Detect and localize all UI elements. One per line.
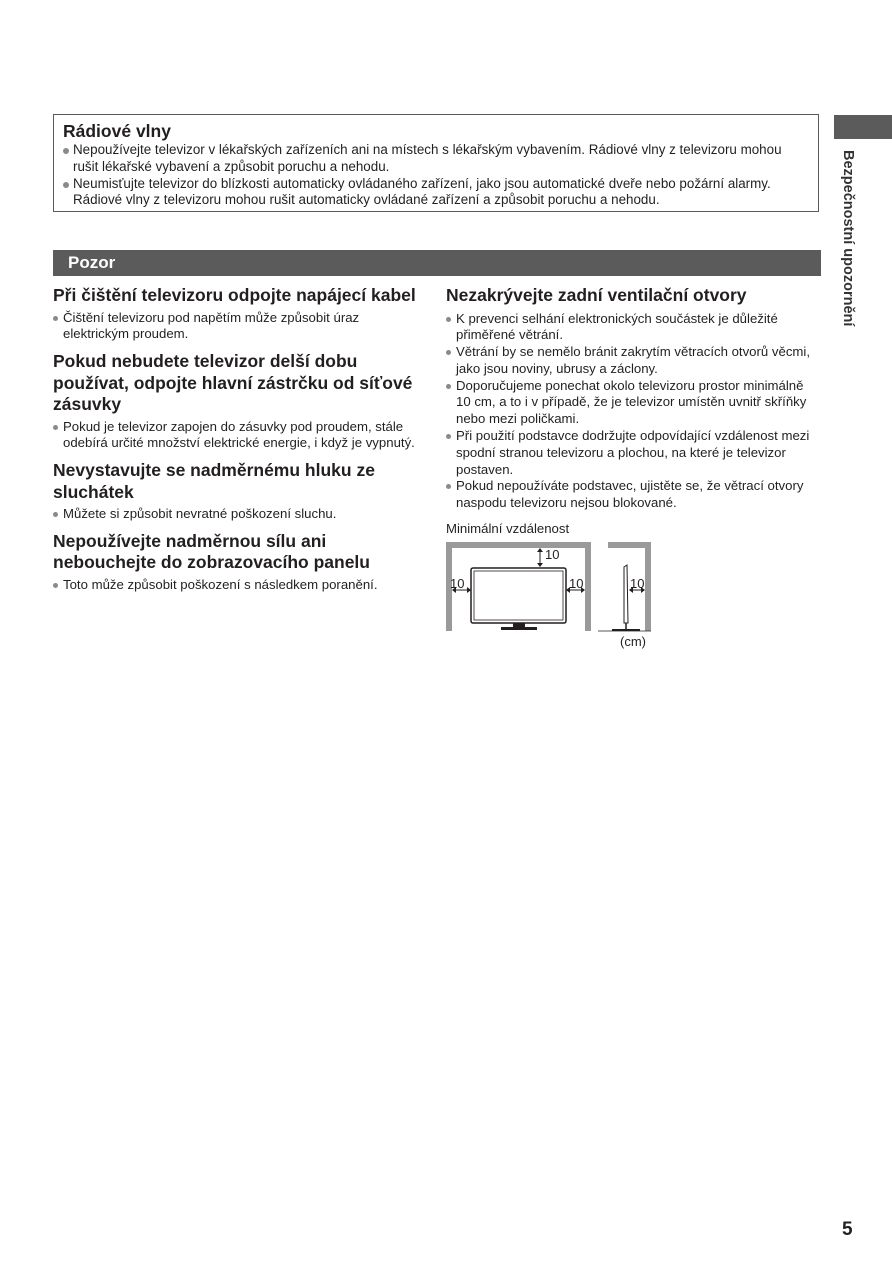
caution-header: Pozor [53, 250, 821, 276]
diagram-label: Minimální vzdálenost [446, 521, 570, 536]
caution-section [53, 531, 418, 594]
top-clearance-value: 10 [545, 547, 560, 562]
caution-section [53, 351, 418, 452]
section-bullet: Doporučujeme ponechat okolo televizoru prostor minimálně 10 cm, a to i v případě, že je televizor umístěn uvnitř skříňky nebo mezi poličkami. [446, 378, 821, 428]
section-tab-marker [834, 115, 892, 139]
section-heading: Nevystavujte se nadměrnému hluku ze sluchátek [53, 460, 375, 502]
section-heading: Nezakrývejte zadní ventilační otvory [446, 285, 747, 305]
caution-section [53, 285, 418, 343]
section-heading: Při čištění televizoru odpojte napájecí kabel [53, 285, 416, 305]
page-number: 5 [842, 1219, 853, 1240]
radio-waves-box [53, 114, 819, 212]
left-clearance-value: 10 [450, 576, 465, 591]
tv-side-profile [624, 565, 628, 623]
unit-label: (cm) [620, 634, 646, 649]
tv-stand-neck [513, 623, 525, 627]
section-bullet: Pokud je televizor zapojen do zásuvky pod proudem, stále odebírá určité množství elektrické energie, i když je vypnutý. [53, 419, 418, 453]
side-view [598, 542, 651, 631]
tv-screen [474, 571, 563, 620]
side-section-label: Bezpečnostní upozornění [840, 150, 856, 327]
shelf-top [608, 542, 651, 548]
radio-bullet: Nepoužívejte televizor v lékařských zařízeních ani na místech s lékařským vybavením. Rádiové vlny z televizoru mohou rušit lékařské vybavení a způsobit poruchu a nehodu. [63, 142, 808, 176]
radio-bullet: Neumisťujte televizor do blízkosti automaticky ovládaného zařízení, jako jsou automatické dveře nebo požární alarmy. Rádiové vlny z televizoru mohou rušit automaticky ovládané zařízení a způsobit poruchu a nehodu. [63, 176, 808, 210]
wall [645, 542, 651, 631]
section-bullet: Pokud nepoužíváte podstavec, ujistěte se, že větrací otvory naspodu televizoru nejsou blokované. [446, 478, 821, 512]
left-column [53, 285, 418, 602]
side-clearance-value: 10 [630, 576, 645, 591]
tv-stand-base [501, 627, 537, 630]
front-view [446, 542, 591, 631]
section-heading: Nepoužívejte nadměrnou sílu ani nebouchejte do zobrazovacího panelu [53, 530, 370, 573]
section-bullet: Při použití podstavce dodržujte odpovídající vzdálenost mezi spodní stranou televizoru a plochou, na které je televizor postaven. [446, 428, 821, 478]
right-column [446, 285, 821, 512]
caution-section [53, 460, 418, 523]
section-bullet: K prevenci selhání elektronických součástek je důležité přiměřené větrání. [446, 311, 821, 345]
section-bullet: Větrání by se nemělo bránit zakrytím větracích otvorů věcmi, jako jsou noviny, ubrusy a záclony. [446, 344, 821, 378]
section-heading: Pokud nebudete televizor delší dobu používat, odpojte hlavní zástrčku od síťové zásuvky [53, 351, 413, 415]
section-bullet: Můžete si způsobit nevratné poškození sluchu. [53, 506, 418, 523]
section-bullet: Čištění televizoru pod napětím může způsobit úraz elektrickým proudem. [53, 310, 418, 344]
clearance-diagram [446, 541, 656, 653]
section-bullet: Toto může způsobit poškození s následkem poranění. [53, 577, 418, 594]
radio-waves-title: Rádiové vlny [63, 121, 171, 141]
right-clearance-value: 10 [569, 576, 584, 591]
